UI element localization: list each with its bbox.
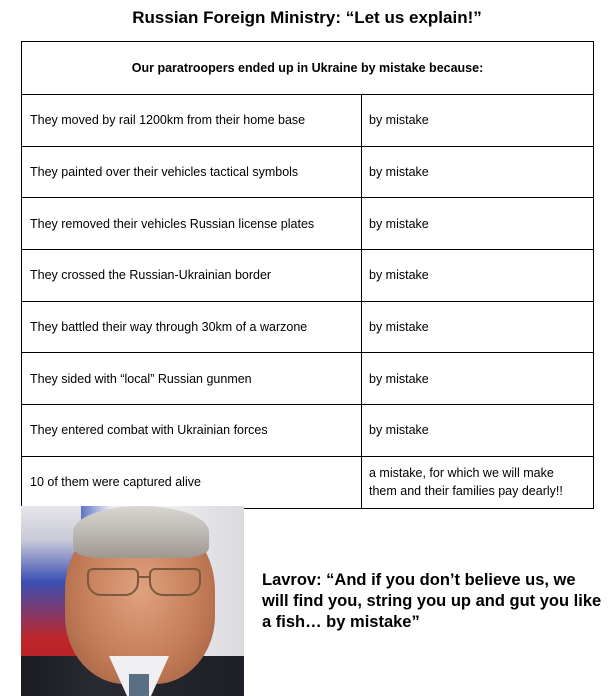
glasses-left-lens [87,568,139,596]
table-row [22,95,594,147]
answer-cell: by mistake [362,353,594,405]
lavrov-quote: Lavrov: “And if you don’t believe us, we will find you, string you up and gut you like a fish… by mistake” [262,571,602,631]
glasses-right-lens [149,568,201,596]
answer-cell: a mistake, for which we will make them and their families pay dearly!! [362,456,594,508]
table-row [22,353,594,405]
table-row [22,146,594,198]
answer-cell: by mistake [362,405,594,457]
reason-cell: They entered combat with Ukrainian forces [22,405,362,457]
reason-cell: They painted over their vehicles tactical symbols [22,146,362,198]
reason-cell: They moved by rail 1200km from their home base [22,95,362,147]
tie [129,674,149,696]
answer-cell: by mistake [362,301,594,353]
table-row [22,456,594,508]
reason-cell: They sided with “local” Russian gunmen [22,353,362,405]
explanation-table [21,41,594,509]
glasses-bridge [139,576,149,578]
reason-cell: They battled their way through 30km of a warzone [22,301,362,353]
page-title: Russian Foreign Ministry: “Let us explain!” [132,8,482,27]
answer-cell: by mistake [362,250,594,302]
reason-cell: They removed their vehicles Russian license plates [22,198,362,250]
lavrov-photo [21,506,244,696]
reason-cell: 10 of them were captured alive [22,456,362,508]
hair [73,506,209,558]
reason-cell: They crossed the Russian-Ukrainian border [22,250,362,302]
answer-cell: by mistake [362,198,594,250]
table-row [22,405,594,457]
table-row [22,250,594,302]
answer-cell: by mistake [362,95,594,147]
table-header-row [22,42,594,95]
answer-cell: by mistake [362,146,594,198]
table-row [22,301,594,353]
table-header: Our paratroopers ended up in Ukraine by mistake because: [22,42,594,95]
table-row [22,198,594,250]
